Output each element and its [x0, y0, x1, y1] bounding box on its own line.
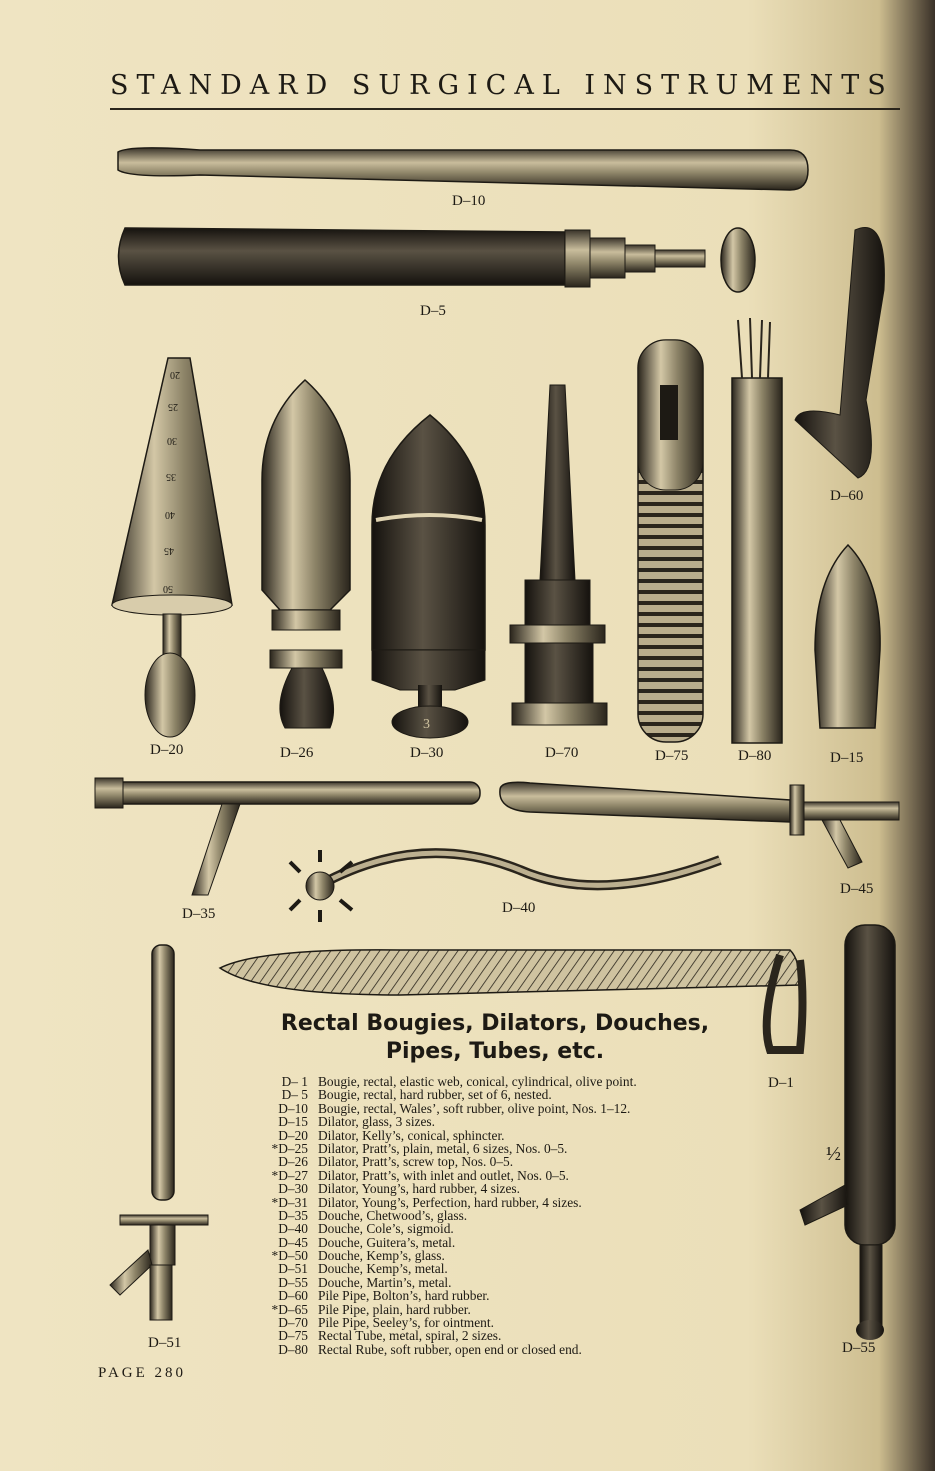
d55-douche-drawing — [800, 925, 895, 1340]
item-code: D–51 — [278, 1261, 308, 1277]
item-description: Dilator, Young’s, hard rubber, 4 sizes. — [318, 1181, 520, 1197]
item-description: Pile Pipe, Bolton’s, hard rubber. — [318, 1288, 490, 1304]
section-heading-line2: Pipes, Tubes, etc. — [385, 1039, 605, 1064]
item-description: Douche, Martin’s, metal. — [318, 1274, 452, 1290]
d20-scale-mark: 40 — [165, 509, 175, 520]
item-description: Dilator, Pratt’s, plain, metal, 6 sizes, Nos. 0–5. — [318, 1140, 568, 1156]
item-description: Rectal Rube, soft rubber, open end or closed end. — [318, 1341, 582, 1357]
item-code: D–60 — [278, 1288, 308, 1304]
d20-scale-mark: 30 — [167, 435, 177, 446]
list-item — [252, 1115, 752, 1128]
item-description: Bougie, rectal, Wales’, soft rubber, olive point, Nos. 1–12. — [318, 1100, 631, 1116]
item-code: D–45 — [278, 1234, 308, 1250]
d51-douche-drawing — [110, 945, 208, 1320]
list-item — [252, 1289, 752, 1302]
label-d70: D–70 — [545, 745, 579, 761]
item-code: D–70 — [278, 1315, 308, 1331]
item-description: Dilator, Pratt’s, screw top, Nos. 0–5. — [318, 1154, 514, 1170]
list-item — [252, 1142, 752, 1155]
item-code: D–15 — [278, 1114, 308, 1130]
label-d60: D–60 — [830, 488, 864, 504]
section-heading-line1: Rectal Bougies, Dilators, Douches, — [280, 1011, 710, 1036]
list-item — [252, 1329, 752, 1342]
list-item — [252, 1075, 752, 1088]
item-code: D–80 — [278, 1341, 308, 1357]
d55-size-mark: ½ — [826, 1143, 841, 1165]
label-d45: D–45 — [840, 881, 874, 897]
instrument-list — [252, 1075, 752, 1356]
list-item — [252, 1209, 752, 1222]
list-item — [252, 1155, 752, 1168]
label-d51: D–51 — [148, 1335, 182, 1351]
item-code: *D–65 — [271, 1301, 308, 1317]
d20-scale-mark: 20 — [170, 369, 180, 380]
label-d10: D–10 — [452, 193, 486, 209]
label-d5: D–5 — [420, 303, 446, 319]
list-item — [252, 1276, 752, 1289]
list-item — [252, 1236, 752, 1249]
section-heading — [260, 1010, 730, 1066]
d20-scale-mark: 25 — [168, 401, 178, 412]
item-code: *D–50 — [271, 1248, 308, 1264]
label-d15: D–15 — [830, 750, 864, 766]
d75-rectal-tube-drawing — [638, 340, 703, 742]
item-description: Dilator, glass, 3 sizes. — [318, 1114, 435, 1130]
item-code: D–26 — [278, 1154, 308, 1170]
item-code: D–35 — [278, 1207, 308, 1223]
item-code: D–30 — [278, 1181, 308, 1197]
d30-engraved-number: 3 — [423, 717, 430, 732]
label-d20: D–20 — [150, 742, 184, 758]
d20-scale-mark: 35 — [166, 471, 176, 482]
item-description: Rectal Tube, metal, spiral, 2 sizes. — [318, 1328, 502, 1344]
d60-pile-pipe-drawing — [795, 228, 884, 479]
label-d26: D–26 — [280, 745, 314, 761]
item-description: Dilator, Young’s, Perfection, hard rubber, 4 sizes. — [318, 1194, 582, 1210]
label-d40: D–40 — [502, 900, 536, 916]
list-item — [252, 1316, 752, 1329]
d45-douche-drawing — [500, 782, 899, 868]
list-item — [252, 1343, 752, 1356]
item-code: D–20 — [278, 1127, 308, 1143]
label-d55: D–55 — [842, 1340, 876, 1356]
d35-douche-drawing — [95, 778, 480, 895]
d20-scale-mark: 45 — [164, 545, 174, 556]
d26-dilator-drawing — [262, 380, 350, 728]
d10-bougie-drawing — [118, 148, 808, 190]
label-d30: D–30 — [410, 745, 444, 761]
label-d75: D–75 — [655, 748, 689, 764]
list-item — [252, 1129, 752, 1142]
d15-dilator-drawing — [815, 545, 880, 728]
item-description: Dilator, Pratt’s, with inlet and outlet, Nos. 0–5. — [318, 1167, 569, 1183]
item-code: D–55 — [278, 1274, 308, 1290]
d5-bougie-drawing — [119, 228, 756, 292]
item-description: Bougie, rectal, elastic web, conical, cylindrical, olive point. — [318, 1074, 637, 1089]
list-item — [252, 1262, 752, 1275]
item-description: Douche, Chetwood’s, glass. — [318, 1207, 468, 1223]
item-description: Bougie, rectal, hard rubber, set of 6, nested. — [318, 1087, 552, 1103]
list-item — [252, 1088, 752, 1101]
d80-rectal-tube-drawing — [732, 318, 782, 743]
list-item — [252, 1303, 752, 1316]
item-code: D–10 — [278, 1100, 308, 1116]
item-code: *D–27 — [271, 1167, 308, 1183]
item-description: Dilator, Kelly’s, conical, sphincter. — [318, 1127, 505, 1143]
item-code: D– 1 — [281, 1074, 308, 1089]
list-item — [252, 1196, 752, 1209]
item-code: D–40 — [278, 1221, 308, 1237]
label-d80: D–80 — [738, 748, 772, 764]
list-item — [252, 1249, 752, 1262]
label-d1: D–1 — [768, 1075, 794, 1091]
item-code: D–75 — [278, 1328, 308, 1344]
item-description: Pile Pipe, plain, hard rubber. — [318, 1301, 471, 1317]
item-description: Douche, Kemp’s, glass. — [318, 1248, 445, 1264]
list-item — [252, 1182, 752, 1195]
item-description: Douche, Guitera’s, metal. — [318, 1234, 456, 1250]
item-description: Douche, Kemp’s, metal. — [318, 1261, 448, 1277]
item-description: Douche, Cole’s, sigmoid. — [318, 1221, 454, 1237]
list-item — [252, 1222, 752, 1235]
list-item — [252, 1169, 752, 1182]
label-d35: D–35 — [182, 906, 216, 922]
d20-scale-mark: 50 — [163, 583, 173, 594]
item-code: D– 5 — [281, 1087, 308, 1103]
page-header: STANDARD SURGICAL INSTRUMENTS — [110, 70, 894, 101]
d20-dilator-drawing — [112, 358, 232, 737]
item-code: *D–25 — [271, 1140, 308, 1156]
d30-dilator-drawing — [372, 415, 485, 738]
item-description: Pile Pipe, Seeley’s, for ointment. — [318, 1315, 494, 1331]
item-code: *D–31 — [271, 1194, 308, 1210]
list-item — [252, 1102, 752, 1115]
page-number: PAGE 280 — [98, 1365, 187, 1381]
d70-pile-pipe-drawing — [510, 385, 607, 725]
